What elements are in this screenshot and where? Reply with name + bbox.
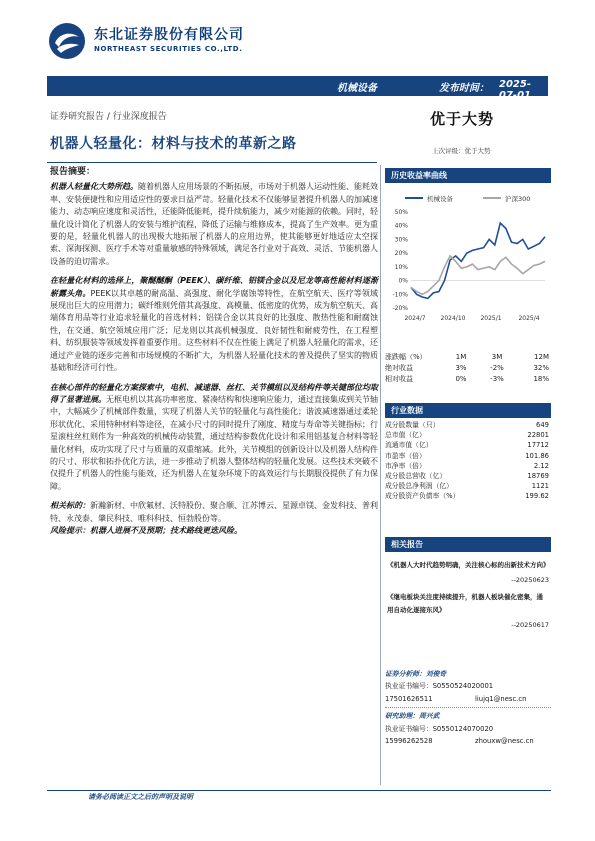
related-report-item[interactable] (385, 555, 551, 587)
x-tick-label: 2024/7 (404, 315, 426, 322)
paragraph-lead: 风险提示： (50, 525, 90, 535)
table-header-row (385, 352, 551, 363)
related-report-title[interactable]: 《机器人大时代趋势明确，关注核心标的出新技术方向》 (387, 561, 550, 569)
license-label: 执业证书编号： (385, 724, 433, 733)
publish-date: 2025-07-01 (499, 79, 531, 101)
previous-rating: 上次评级：优于大势 (432, 147, 491, 155)
related-stocks (50, 500, 378, 525)
table-row (385, 461, 551, 471)
table-cell: 2.12 (533, 461, 549, 470)
analyst-contact (385, 693, 551, 705)
analyst-license (385, 723, 551, 735)
analyst-email[interactable]: zhouxw@nesc.cn (475, 737, 534, 746)
sector-label: 机械设备 (337, 83, 377, 94)
table-row (385, 471, 551, 481)
license-number: S0550524020001 (432, 682, 494, 691)
analyst-name: 证券分析师：刘俊奇 (385, 670, 447, 678)
table-cell: 17712 (527, 441, 549, 450)
table-cell: 3% (455, 364, 467, 372)
perf-chart-heading: 历史收益率曲线 (385, 168, 551, 183)
table-header-cell: 1M (455, 353, 467, 361)
breadcrumb: 证券研究报告 / 行业深度报告 (50, 112, 167, 122)
related-report-item[interactable] (385, 587, 551, 632)
related-report-title[interactable]: 《继电板块关注度持续提升，机器人板块催化密集，通用自动化逐接东风》 (387, 593, 543, 614)
table-cell: 22801 (527, 431, 549, 440)
paragraph-text: 无框电机以其高功率密度、紧凑结构和快速响应能力，通过直接集成到关节轴中，大幅减少了机械部件数量，实现了机器人关节的轻量化与高性能化；谐波减速器通过柔轮形状优化、采用特种材料等途径，在减小尺寸的同时提升了刚度、精度与寿命等关键指标；行星滚柱丝杠则作为一种高效的机械传动装置，通过结构参数优化设计和采用铝基复合材料等轻量化材料，成功实现了尺寸与质量的双重缩减。此外，关节模组的创新设计以及机器人结构件的尺寸、形状和拓扑优化方法，进一步推动了机器人整体结构的轻量化发展。这些技术突破不仅提升了机器人的性能与能效，还为机器人在复杂环境下的高效运行与长期服役提供了有力保障。 (50, 394, 378, 491)
table-row (385, 481, 551, 491)
summary-heading: 报告摘要： (50, 167, 96, 177)
related-report-date: --20250623 (511, 576, 549, 584)
paragraph-text: PEEK以其卓越的耐高温、高强度、耐化学腐蚀等特性，在航空航天、医疗等领域展现出巨大的应用潜力；碳纤维则凭借其高强度、高模量、低密度的优势，成为航空航天、高端体育用品等行业追求轻量化的首选材料；铝镁合金以其良好的比强度、散热性能和耐腐蚀性，在交通、航空领域应用广泛；尼龙则以其高机械强度、良好韧性和耐疲劳性，在工程塑料、纺织服装等领域发挥着重要作用。这些材料不仅在性能上满足了机器人轻量化的需求，还通过产业链的逐步完善和市场规模的不断扩大，为机器人轻量化技术的普及提供了坚实的物质基础和经济可行性。 (50, 288, 379, 373)
table-cell: 相对收益 (385, 375, 413, 383)
paragraph-lead: 在核心部件的轻量化方案探索中，电机、减速器、丝杠、关节模组以及结构件等关键部位均取得了显著进展。 (50, 382, 378, 404)
table-cell: 18769 (527, 471, 549, 480)
paragraph-text: 新瀚新材、中欣氟材、沃特股份、聚合顺、江苏博云、星源卓镁、金发科技、普利特、永茂泰、肇民科技、唯科科技、恒勃股份等。 (50, 501, 378, 523)
y-tick-label: 30% (394, 236, 408, 244)
summary-paragraph-2 (50, 275, 378, 374)
table-row (385, 491, 551, 501)
table-cell: 199.62 (525, 492, 549, 501)
y-tick-label: 10% (394, 263, 408, 271)
table-header-cell: 12M (534, 353, 549, 361)
x-tick-label: 2025/4 (518, 315, 540, 322)
paragraph-text: 机器人进展不及预期；技术路线更迭风险。 (90, 525, 242, 535)
y-tick-label: -20% (392, 305, 408, 312)
summary-paragraph-1 (50, 181, 378, 268)
analyst-license (385, 680, 551, 692)
performance-table (385, 352, 551, 385)
return-chart-svg (385, 186, 551, 328)
x-tick-label: 2025/1 (480, 315, 502, 322)
paragraph-lead: 相关标的： (50, 501, 90, 511)
table-row (385, 374, 551, 385)
summary-paragraph-3 (50, 382, 378, 494)
license-label: 执业证书编号： (385, 682, 433, 691)
table-cell: 101.86 (525, 451, 549, 460)
industry-data-table (385, 420, 551, 502)
rating: 优于大势 (430, 110, 495, 128)
table-cell: 1121 (531, 482, 549, 491)
footer-divider (47, 790, 551, 791)
table-cell: 18% (533, 375, 549, 383)
related-reports-heading: 相关报告 (385, 537, 551, 552)
table-cell: 成分股资产负债率（%） (385, 492, 460, 501)
table-cell: 成分股总净利润（亿） (385, 482, 453, 491)
report-title: 机器人轻量化：材料与技术的革新之路 (50, 136, 297, 152)
legend-label: 沪深300 (505, 195, 531, 203)
table-row (385, 430, 551, 440)
analyst-phone: 15996262528 (385, 737, 433, 746)
company-logo-icon (47, 21, 87, 61)
legend-label: 机械设备 (427, 195, 453, 203)
column-divider (380, 165, 381, 785)
table-cell: 0% (455, 375, 467, 383)
series-line (411, 256, 545, 294)
risk-warning (50, 525, 378, 537)
industry-data-heading: 行业数据 (385, 403, 551, 418)
analyst-contact (385, 735, 551, 747)
table-cell: 成分股总营收（亿） (385, 471, 447, 480)
paragraph-lead: 机器人轻量化大势所趋。 (50, 182, 138, 192)
related-reports (385, 555, 551, 632)
table-cell: -3% (490, 375, 504, 383)
company-name-en: NORTHEAST SECURITIES CO.,LTD. (94, 45, 243, 53)
company-name-cn: 东北证券股份有限公司 (94, 27, 244, 43)
y-tick-label: 50% (394, 209, 408, 216)
y-tick-label: 20% (394, 250, 408, 258)
header-bar (47, 76, 548, 101)
paragraph-text: 随着机器人应用场景的不断拓展，市场对于机器人运动性能、能耗效率、安装便捷性和应用适应性的要求日益严苛。轻量化技术不仅能够显著提升机器人的加减速能力、动态响应速度和灵活性，还能降低能耗，提升续航能力，减少对能源的依赖。同时，轻量化设计简化了机器人的安装与维护流程，降低了运输与维修成本，提高了生产效率。更为重要的是，轻量化机器人的出现极大地拓展了机器人的应用边界，使其能够更好地适应太空探索、深海探测、医疗手术等对重量敏感的特殊领域，满足各行业对于高效、灵活、节能机器人设备的迫切需求。 (50, 182, 378, 266)
series-line (411, 223, 545, 298)
y-tick-label: 0% (398, 277, 408, 285)
analyst-phone: 17501626511 (385, 694, 433, 703)
table-cell: 32% (533, 364, 549, 372)
table-header-cell: 3M (491, 353, 503, 361)
publish-date-label: 发布时间： (439, 83, 489, 94)
assistant-name: 研究助理：周兴武 (385, 712, 440, 721)
table-cell: 总市值（亿） (385, 431, 426, 440)
table-cell: 成分股数量（只） (385, 421, 440, 429)
table-row (385, 440, 551, 450)
analyst-email[interactable]: liujq1@nesc.cn (475, 694, 527, 703)
table-row (385, 420, 551, 430)
table-row (385, 451, 551, 461)
title-divider (47, 162, 377, 163)
summary-section (50, 166, 378, 537)
analyst-info (385, 668, 551, 747)
table-header-cell: 涨跌幅（%） (385, 353, 427, 361)
disclaimer[interactable]: 请务必阅读正文之后的声明及说明 (88, 793, 193, 801)
y-tick-label: -10% (392, 291, 408, 299)
table-row (385, 363, 551, 374)
table-cell: 市净率（倍） (385, 461, 426, 470)
table-cell: -2% (490, 364, 504, 372)
analyst-divider (385, 707, 551, 708)
y-tick-label: 40% (394, 222, 408, 230)
table-cell: 市盈率（倍） (385, 451, 426, 460)
table-cell: 绝对收益 (385, 364, 413, 372)
x-tick-label: 2024/10 (440, 315, 466, 322)
paragraph-lead: 在轻量化材料的选择上，聚醚醚酮（PEEK）、碳纤维、铝镁合金以及尼龙等高性能材料逐渐崭露头角。 (50, 276, 378, 298)
license-number: S0550124070020 (432, 724, 494, 733)
table-cell: 流通市值（亿） (385, 441, 433, 450)
return-chart (385, 186, 551, 328)
related-report-date: --20250617 (511, 621, 549, 629)
table-cell: 649 (536, 421, 549, 429)
